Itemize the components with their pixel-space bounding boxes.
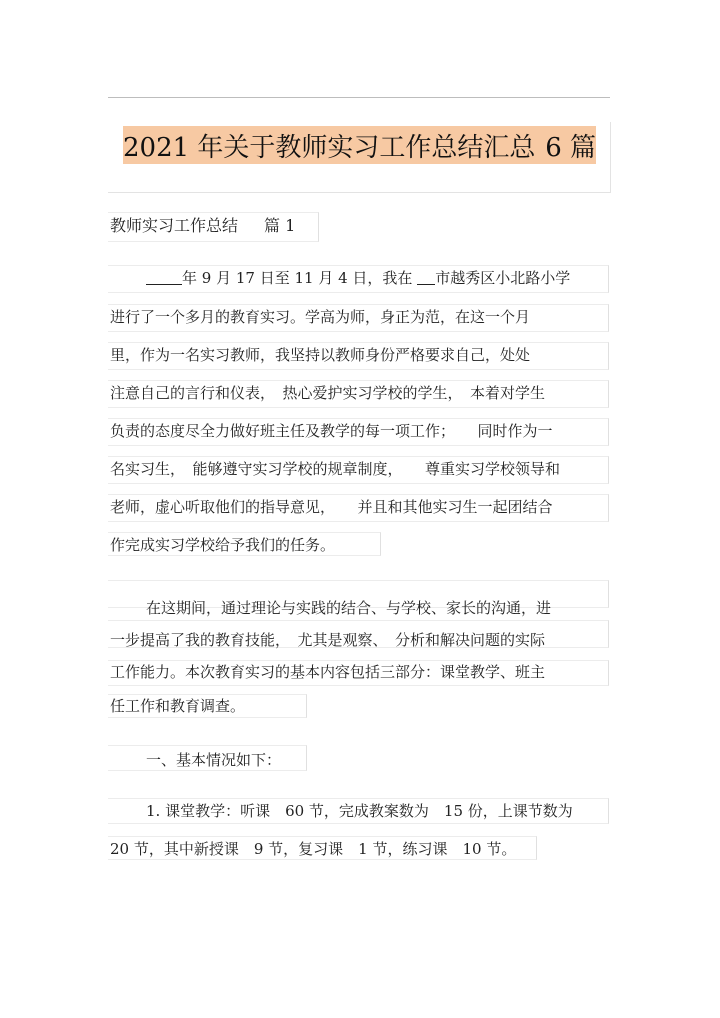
blank-city xyxy=(417,270,435,285)
p2-line-3: 工作能力。本次教育实习的基本内容包括三部分：课堂教学、班主 xyxy=(110,663,546,681)
p2-line-2: 一步提高了我的教育技能， 尤其是观察、 分析和解决问题的实际 xyxy=(110,631,546,649)
p1-line-2: 进行了一个多月的教育实习。学高为师，身正为范，在这一个月 xyxy=(110,308,531,326)
p1-line-5: 负责的态度尽全力做好班主任及教学的每一项工作； 同时作为一 xyxy=(110,422,553,440)
p1-line-3: 里，作为一名实习教师，我坚持以教师身份严格要求自己，处处 xyxy=(110,346,531,364)
p1-line-1-a: 年 9 月 17 日至 11 月 4 日，我在 xyxy=(182,269,413,287)
p1-line-1 xyxy=(146,268,570,288)
p4-line-2: 20 节，其中新授课 9 节，复习课 1 节，练习课 10 节。 xyxy=(110,840,517,858)
section-heading-num: 篇 1 xyxy=(264,216,296,235)
p1-line-1-b: 市越秀区小北路小学 xyxy=(435,269,571,287)
p2-line-4: 任工作和教育调查。 xyxy=(110,697,246,715)
document-title xyxy=(123,129,596,161)
p3-line-1: 一、基本情况如下： xyxy=(146,751,282,769)
title-suffix: 6 篇 xyxy=(545,132,596,163)
p1-line-6: 名实习生， 能够遵守实习学校的规章制度， 尊重实习学校领导和 xyxy=(110,460,561,478)
title-block xyxy=(108,122,611,193)
p2-line-1: 在这期间，通过理论与实践的结合、与学校、家长的沟通，进 xyxy=(146,599,552,617)
p1-line-8: 作完成实习学校给予我们的任务。 xyxy=(110,536,336,554)
section-heading-text: 教师实习工作总结 xyxy=(110,216,239,235)
p1-line-7: 老师，虚心听取他们的指导意见， 并且和其他实习生一起团结合 xyxy=(110,498,553,516)
p4-line-1: 1. 课堂教学：听课 60 节，完成教案数为 15 份，上课节数为 xyxy=(146,802,573,820)
section-heading xyxy=(110,216,295,236)
top-divider xyxy=(108,97,610,98)
p1-line-4: 注意自己的言行和仪表， 热心爱护实习学校的学生， 本着对学生 xyxy=(110,384,546,402)
title-main: 2021 年关于教师实习工作总结汇总 xyxy=(123,132,536,163)
blank-year xyxy=(146,270,182,285)
